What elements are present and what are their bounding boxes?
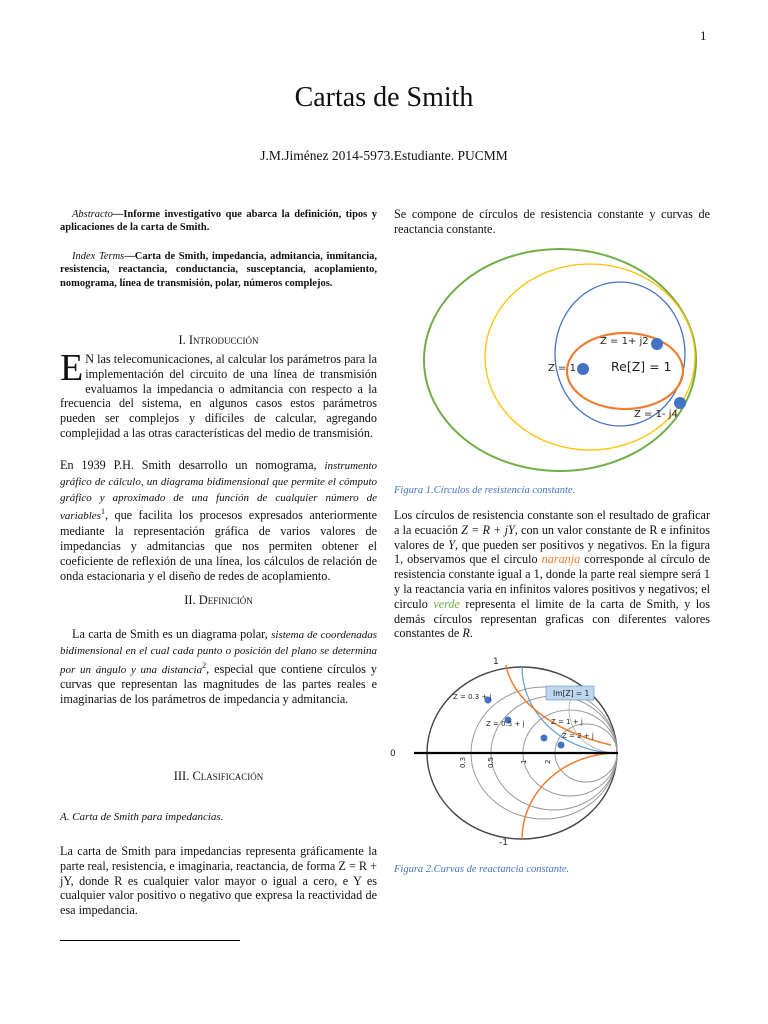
footnote-ref-2: 2: [202, 660, 207, 670]
p2-end: , que facilita los procesos expresados anteriormente mediante la representación gráfica de varios valores de impedancias y admitancias que nos permiten obtener el coeficiente de reflexión de una línea, los cálculos de relación de onda estacionaria y el diseño de redes de acoplamiento.: [60, 508, 377, 583]
section-3-heading: III. Clasificación: [173, 769, 264, 783]
abstract-text: —Informe investigativo que abarca la definición, tipos y aplicaciones de la carta de Smith.: [60, 209, 377, 234]
section-2-heading: II. Definición: [184, 593, 253, 607]
index-terms: [60, 250, 377, 290]
point-1: [577, 363, 589, 375]
label-im-z: Im[Z] = 1: [553, 689, 590, 698]
section-1-heading: I. Introducción: [178, 333, 259, 347]
abstract-label: Abstracto: [72, 209, 113, 220]
section-2-paragraph: [60, 627, 377, 707]
p2-start: En 1939 P.H. Smith desarrollo un nomograma,: [60, 458, 325, 472]
rp-t3: , que pueden ser positivos y negativos. En la figura 1, observamos que el circulo: [394, 537, 710, 567]
axis-tick-2: 2: [544, 759, 552, 764]
point-1-minus-j4: [674, 397, 686, 409]
figure-1-resistance-circles: [420, 244, 710, 476]
label-z-0.5: Z = 0.5 + j: [486, 720, 525, 728]
rp-t6: .: [469, 626, 473, 641]
label-z-1: Z = 1 + j: [551, 718, 583, 726]
footnote-divider: [60, 940, 240, 941]
right-paragraph: [394, 508, 710, 641]
point-2: [558, 742, 565, 749]
reactance-arc-plus-2: [569, 667, 665, 753]
label-bottom-minus-1: -1: [499, 838, 508, 848]
s2-start: La carta de Smith es un diagrama polar,: [72, 627, 272, 641]
section-3-paragraph: La carta de Smith para impedancias representa gráficamente la parte real, resistencia, e imaginaria, reactancia, de forma Z = R + jY, donde R es cualquier valor mayor o igual a cero, e Y es cualquier valor positivo o negativo que expresa la reactividad de esa impedancia.: [60, 844, 377, 918]
s2-end: , especial que contiene círculos y curvas que representan las magnitudes de las partes reales e imaginarias de los parámetros de impedancia y admitancia.: [60, 661, 377, 707]
polar-definition: sistema de coordenadas bidimensional en el cual cada punto o posición del plano se determina por un ángulo y una distancia: [60, 629, 377, 676]
page-title: Cartas de Smith: [294, 82, 474, 113]
label-z-1-minus-j4: Z = 1- j4: [634, 409, 678, 420]
rp-t4: corresponde al círculo de resistencia constante igual a 1, donde la parte real siempre será 1 y la reactancia varia en infinitos valores positivos y negativos; el circulo: [394, 552, 710, 611]
figure-1-caption: Figura 1.Círculos de resistencia constante.: [394, 485, 576, 496]
right-intro: Se compone de círculos de resistencia constante y curvas de reactancia constante.: [394, 207, 710, 236]
blue-circle: [555, 282, 685, 426]
point-1-plus-j2: [651, 338, 663, 350]
label-z-1: Z = 1: [548, 363, 576, 374]
rp-t5: representa el limite de la carta de Smith, y los demás círculos representan graficas con diferentes valores constantes de: [394, 596, 711, 641]
reactance-curve-top: [506, 665, 611, 745]
reactance-arc-minus-1: [522, 753, 712, 925]
axis-tick-0.5: 0.5: [487, 756, 495, 768]
label-z-0.3: Z = 0.3 + j: [453, 693, 492, 701]
rp-t1: Los círculos de resistencia constante son el resultado de graficar a la ecuación: [394, 508, 710, 537]
figure-2-reactance-curves: [390, 650, 714, 850]
index-terms-label: Index Terms: [72, 251, 125, 262]
subsection-a-heading: A. Carta de Smith para impedancias.: [60, 811, 224, 823]
intro-text: N las telecomunicaciones, al calcular los parámetros para la implementación del circuito de una línea de transmisión evaluamos la impedancia o admitancia con respecto a la frecuencia del sistema, en algunos casos estos parámetros pueden ser complejos y difíciles de calcular, agregando complejidad a las otras características del medio de transmisión.: [60, 352, 377, 440]
abstract: [60, 208, 377, 235]
rp-y: Y: [448, 537, 455, 552]
page-number: 1: [700, 28, 707, 43]
word-naranja: naranja: [541, 552, 581, 567]
label-z-1-plus-j2: Z = 1+ j2: [600, 336, 649, 347]
point-1: [541, 735, 548, 742]
label-top-1: 1: [493, 657, 499, 667]
drop-cap: E: [60, 347, 84, 389]
rp-r: R: [462, 626, 470, 641]
index-terms-text: —Carta de Smith, impedancia, admitancia, inmitancia, resistencia, reactancia, conductancia, susceptancia, acoplamiento, nomograma, línea de transmisión, polar, números complejos.: [60, 251, 377, 289]
figure-2-caption: Figura 2.Curvas de reactancia constante.: [394, 864, 570, 875]
rp-t2: , con un valor constante de R e infinitos valores de: [394, 522, 710, 552]
axis-tick-1: 1: [520, 759, 528, 764]
label-re-z-1: Re[Z] = 1: [611, 359, 672, 374]
axis-tick-0.3: 0.3: [459, 756, 467, 768]
label-left-0: 0: [390, 749, 396, 759]
section-1-paragraph-1: [60, 347, 377, 441]
nomograma-definition: instrumento gráfico de cálculo, un diagrama bidimensional que permite el cómputo gráfico y aproximado de una función de cualquier número de variables: [60, 460, 377, 523]
rp-equation: Z = R + jY: [461, 522, 515, 537]
footnote-ref-1: 1: [100, 507, 105, 517]
yellow-circle: [485, 264, 695, 450]
author-line: J.M.Jiménez 2014-5973.Estudiante. PUCMM: [260, 148, 508, 163]
section-1-paragraph-2: [60, 458, 377, 583]
word-verde: verde: [433, 596, 460, 611]
label-z-2: Z = 2 + j: [562, 732, 594, 740]
